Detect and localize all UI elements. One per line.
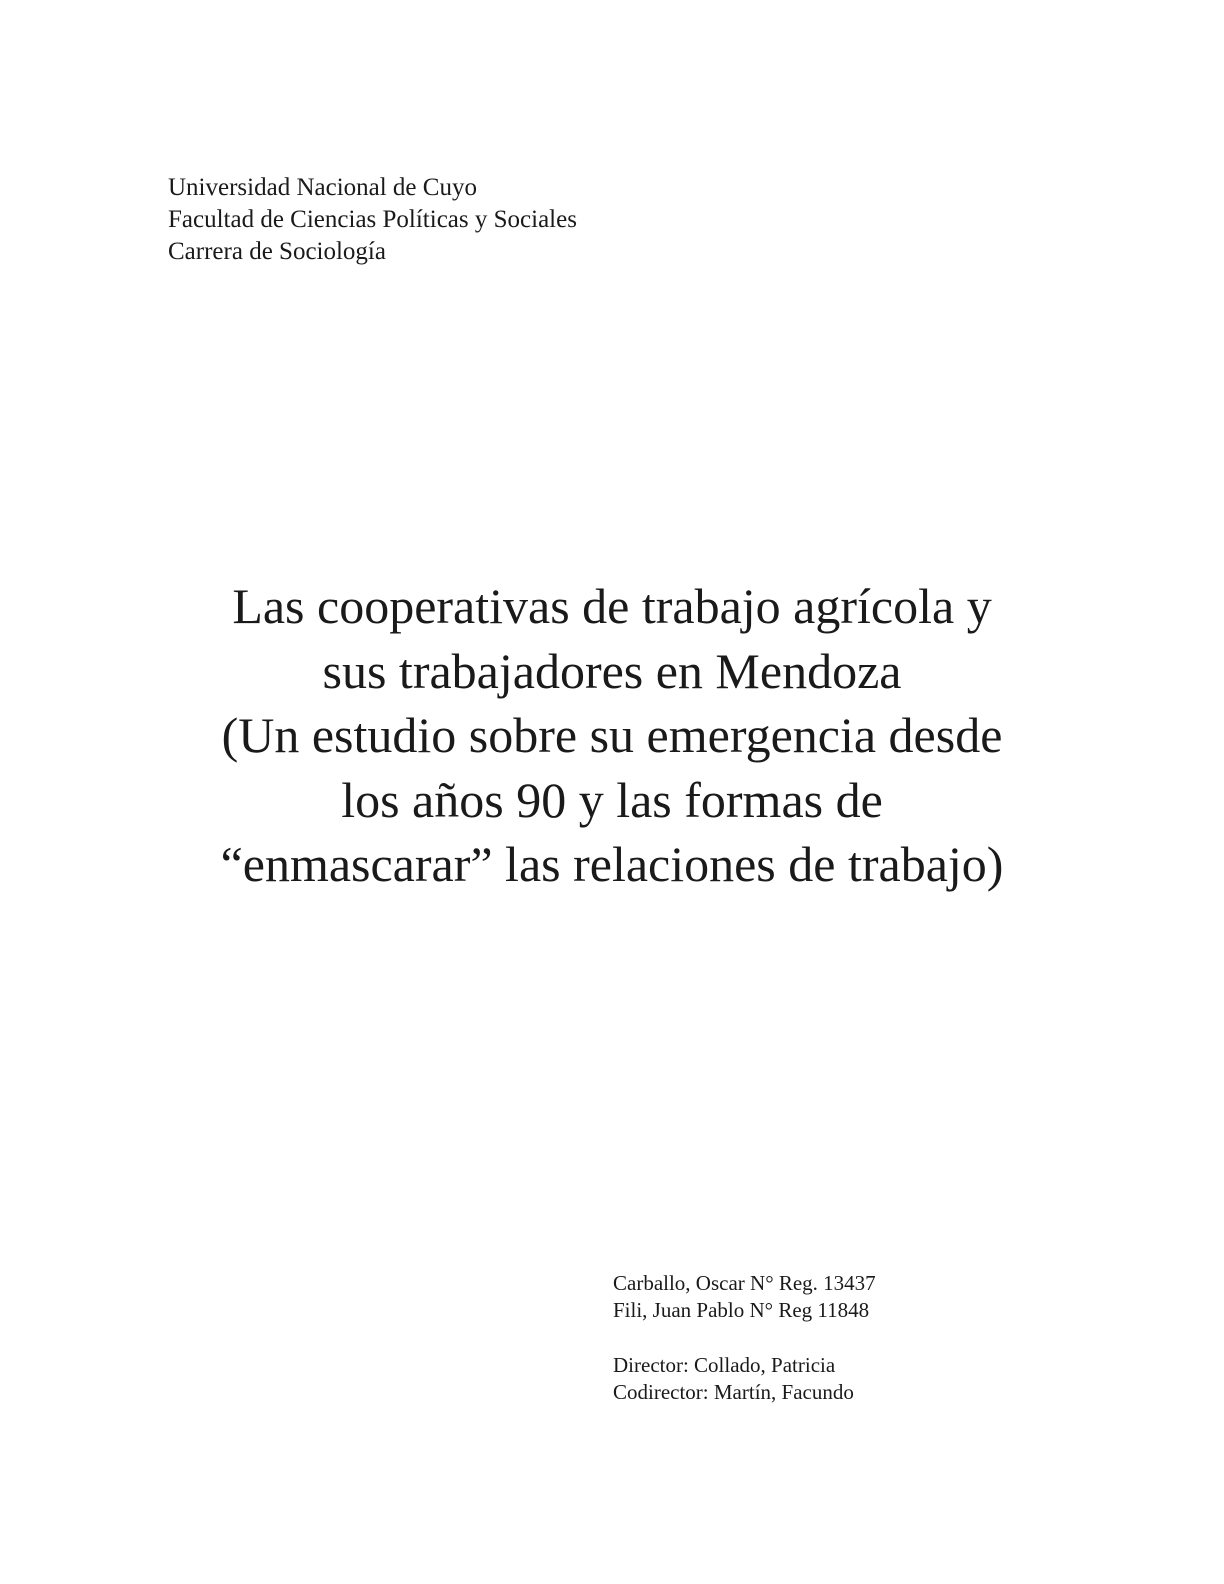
title-line: “enmascarar” las relaciones de trabajo)	[220, 836, 1004, 892]
director-line: Director: Collado, Patricia	[613, 1353, 836, 1377]
institution-header	[168, 172, 577, 268]
author-line: Carballo, Oscar N° Reg. 13437	[613, 1271, 876, 1295]
title-line: sus trabajadores en Mendoza	[322, 642, 902, 699]
title-line: (Un estudio sobre su emergencia desde	[221, 707, 1003, 763]
supervisors-block	[613, 1352, 854, 1406]
program-name: Carrera de Sociología	[168, 238, 386, 265]
author-line: Fili, Juan Pablo N° Reg 11848	[613, 1298, 870, 1322]
university-name: Universidad Nacional de Cuyo	[168, 174, 477, 201]
codirector-line: Codirector: Martín, Facundo	[613, 1380, 854, 1404]
title-line: Las cooperativas de trabajo agrícola y	[232, 578, 992, 634]
authors-block	[613, 1270, 876, 1324]
document-title	[100, 574, 1124, 897]
title-line: los años 90 y las formas de	[341, 771, 883, 828]
faculty-name: Facultad de Ciencias Políticas y Sociales	[168, 206, 577, 233]
